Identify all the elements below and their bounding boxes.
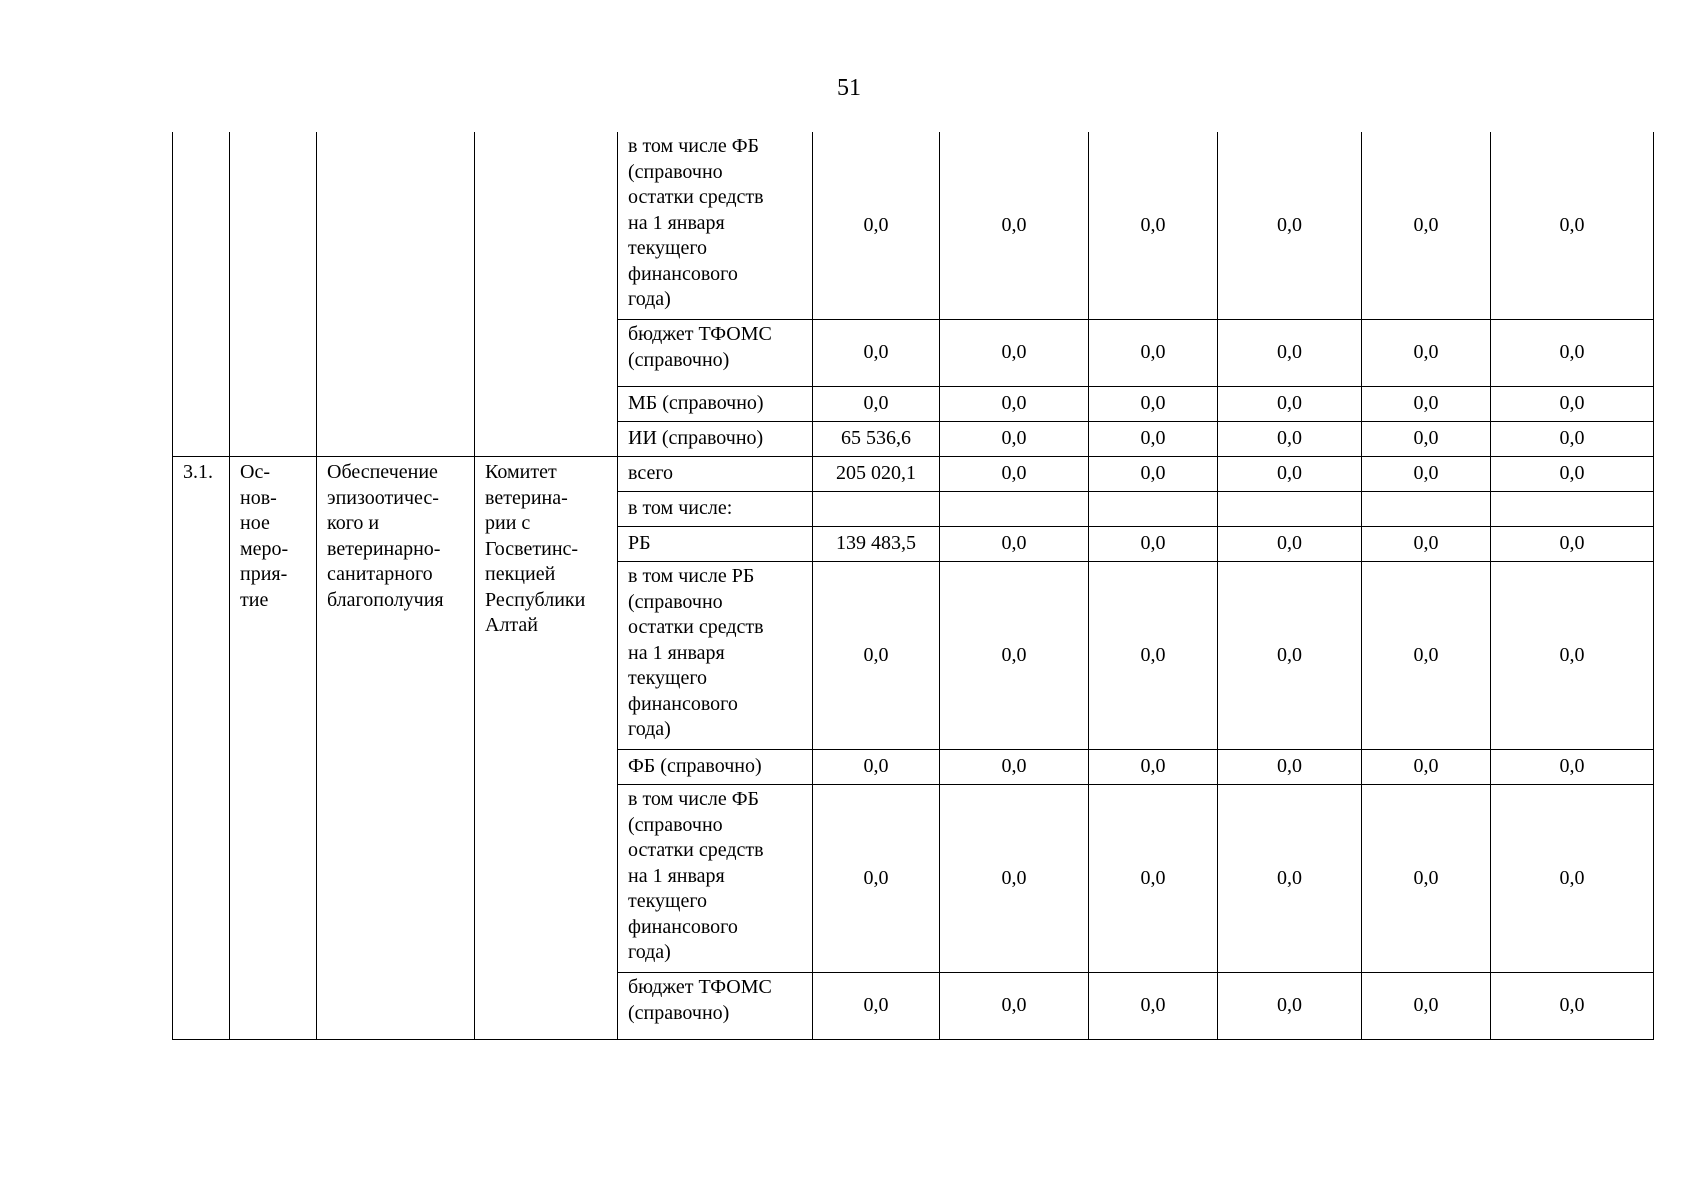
value-cell: 0,0 bbox=[1218, 750, 1362, 785]
value-cell: 139 483,5 bbox=[813, 527, 940, 562]
value-cell: 0,0 bbox=[1218, 132, 1362, 320]
value-cell: 0,0 bbox=[1089, 562, 1218, 750]
value-cell: 0,0 bbox=[1218, 457, 1362, 492]
funding-source-cell: в том числе РБ (справочно остатки средств на 1 января текущего финансового года) bbox=[618, 562, 813, 750]
value-cell: 0,0 bbox=[1491, 973, 1654, 1040]
value-cell: 0,0 bbox=[940, 422, 1089, 457]
value-cell: 0,0 bbox=[1218, 387, 1362, 422]
value-cell: 0,0 bbox=[813, 562, 940, 750]
value-cell: 0,0 bbox=[813, 320, 940, 387]
item-number-cell: 3.1. bbox=[173, 457, 230, 1040]
value-cell: 0,0 bbox=[1218, 973, 1362, 1040]
value-cell: 0,0 bbox=[1362, 132, 1491, 320]
value-cell: 0,0 bbox=[1362, 973, 1491, 1040]
page-number: 51 bbox=[837, 75, 861, 101]
value-cell: 205 020,1 bbox=[813, 457, 940, 492]
value-cell: 0,0 bbox=[1089, 422, 1218, 457]
table-row bbox=[173, 132, 1654, 320]
item-status-cell: Ос- нов- ное меро- прия- тие bbox=[230, 457, 317, 1040]
value-cell: 0,0 bbox=[1089, 527, 1218, 562]
funding-source-cell: ИИ (справочно) bbox=[618, 422, 813, 457]
value-cell bbox=[1089, 492, 1218, 527]
value-cell: 0,0 bbox=[1089, 320, 1218, 387]
value-cell: 0,0 bbox=[940, 457, 1089, 492]
funding-source-cell: бюджет ТФОМС (справочно) bbox=[618, 973, 813, 1040]
name-cell-empty bbox=[317, 132, 475, 457]
funding-source-cell: в том числе ФБ (справочно остатки средств на 1 января текущего финансового года) bbox=[618, 132, 813, 320]
value-cell: 0,0 bbox=[1491, 132, 1654, 320]
value-cell: 0,0 bbox=[1491, 527, 1654, 562]
value-cell bbox=[940, 492, 1089, 527]
value-cell: 0,0 bbox=[813, 973, 940, 1040]
value-cell: 0,0 bbox=[1362, 457, 1491, 492]
value-cell: 0,0 bbox=[940, 320, 1089, 387]
value-cell: 0,0 bbox=[1218, 527, 1362, 562]
funding-source-cell: в том числе: bbox=[618, 492, 813, 527]
value-cell: 0,0 bbox=[1491, 750, 1654, 785]
value-cell bbox=[1218, 492, 1362, 527]
value-cell: 0,0 bbox=[1089, 457, 1218, 492]
value-cell: 0,0 bbox=[813, 750, 940, 785]
value-cell: 0,0 bbox=[1362, 527, 1491, 562]
value-cell: 0,0 bbox=[1491, 562, 1654, 750]
funding-source-cell: РБ bbox=[618, 527, 813, 562]
value-cell: 0,0 bbox=[1362, 320, 1491, 387]
value-cell: 0,0 bbox=[1362, 562, 1491, 750]
status-cell-empty bbox=[230, 132, 317, 457]
value-cell: 0,0 bbox=[1089, 973, 1218, 1040]
value-cell: 0,0 bbox=[1089, 387, 1218, 422]
value-cell: 0,0 bbox=[1491, 457, 1654, 492]
value-cell: 0,0 bbox=[1218, 562, 1362, 750]
value-cell: 0,0 bbox=[813, 785, 940, 973]
value-cell: 0,0 bbox=[940, 527, 1089, 562]
value-cell: 0,0 bbox=[1362, 387, 1491, 422]
item-executor-cell: Комитет ветерина- рии с Госветинс- пекцией Республики Алтай bbox=[475, 457, 618, 1040]
value-cell: 0,0 bbox=[1089, 132, 1218, 320]
value-cell: 0,0 bbox=[1089, 750, 1218, 785]
value-cell bbox=[1362, 492, 1491, 527]
value-cell: 0,0 bbox=[1491, 785, 1654, 973]
value-cell: 0,0 bbox=[1089, 785, 1218, 973]
value-cell: 0,0 bbox=[813, 132, 940, 320]
funding-source-cell: в том числе ФБ (справочно остатки средств на 1 января текущего финансового года) bbox=[618, 785, 813, 973]
budget-table bbox=[172, 132, 1654, 1040]
value-cell: 0,0 bbox=[940, 785, 1089, 973]
value-cell: 0,0 bbox=[940, 132, 1089, 320]
value-cell: 0,0 bbox=[940, 973, 1089, 1040]
funding-source-cell: ФБ (справочно) bbox=[618, 750, 813, 785]
funding-source-cell: всего bbox=[618, 457, 813, 492]
value-cell: 0,0 bbox=[1362, 750, 1491, 785]
value-cell: 0,0 bbox=[1218, 785, 1362, 973]
value-cell: 0,0 bbox=[1362, 785, 1491, 973]
value-cell: 65 536,6 bbox=[813, 422, 940, 457]
value-cell: 0,0 bbox=[1491, 422, 1654, 457]
value-cell: 0,0 bbox=[1362, 422, 1491, 457]
value-cell: 0,0 bbox=[940, 562, 1089, 750]
value-cell: 0,0 bbox=[1491, 387, 1654, 422]
value-cell bbox=[813, 492, 940, 527]
funding-source-cell: МБ (справочно) bbox=[618, 387, 813, 422]
value-cell bbox=[1491, 492, 1654, 527]
value-cell: 0,0 bbox=[940, 387, 1089, 422]
item-name-cell: Обеспечение эпизоотичес- кого и ветеринарно- санитарного благополучия bbox=[317, 457, 475, 1040]
value-cell: 0,0 bbox=[1491, 320, 1654, 387]
value-cell: 0,0 bbox=[1218, 422, 1362, 457]
table-row bbox=[173, 457, 1654, 492]
number-cell-empty bbox=[173, 132, 230, 457]
value-cell: 0,0 bbox=[813, 387, 940, 422]
funding-source-cell: бюджет ТФОМС (справочно) bbox=[618, 320, 813, 387]
value-cell: 0,0 bbox=[940, 750, 1089, 785]
executor-cell-empty bbox=[475, 132, 618, 457]
value-cell: 0,0 bbox=[1218, 320, 1362, 387]
